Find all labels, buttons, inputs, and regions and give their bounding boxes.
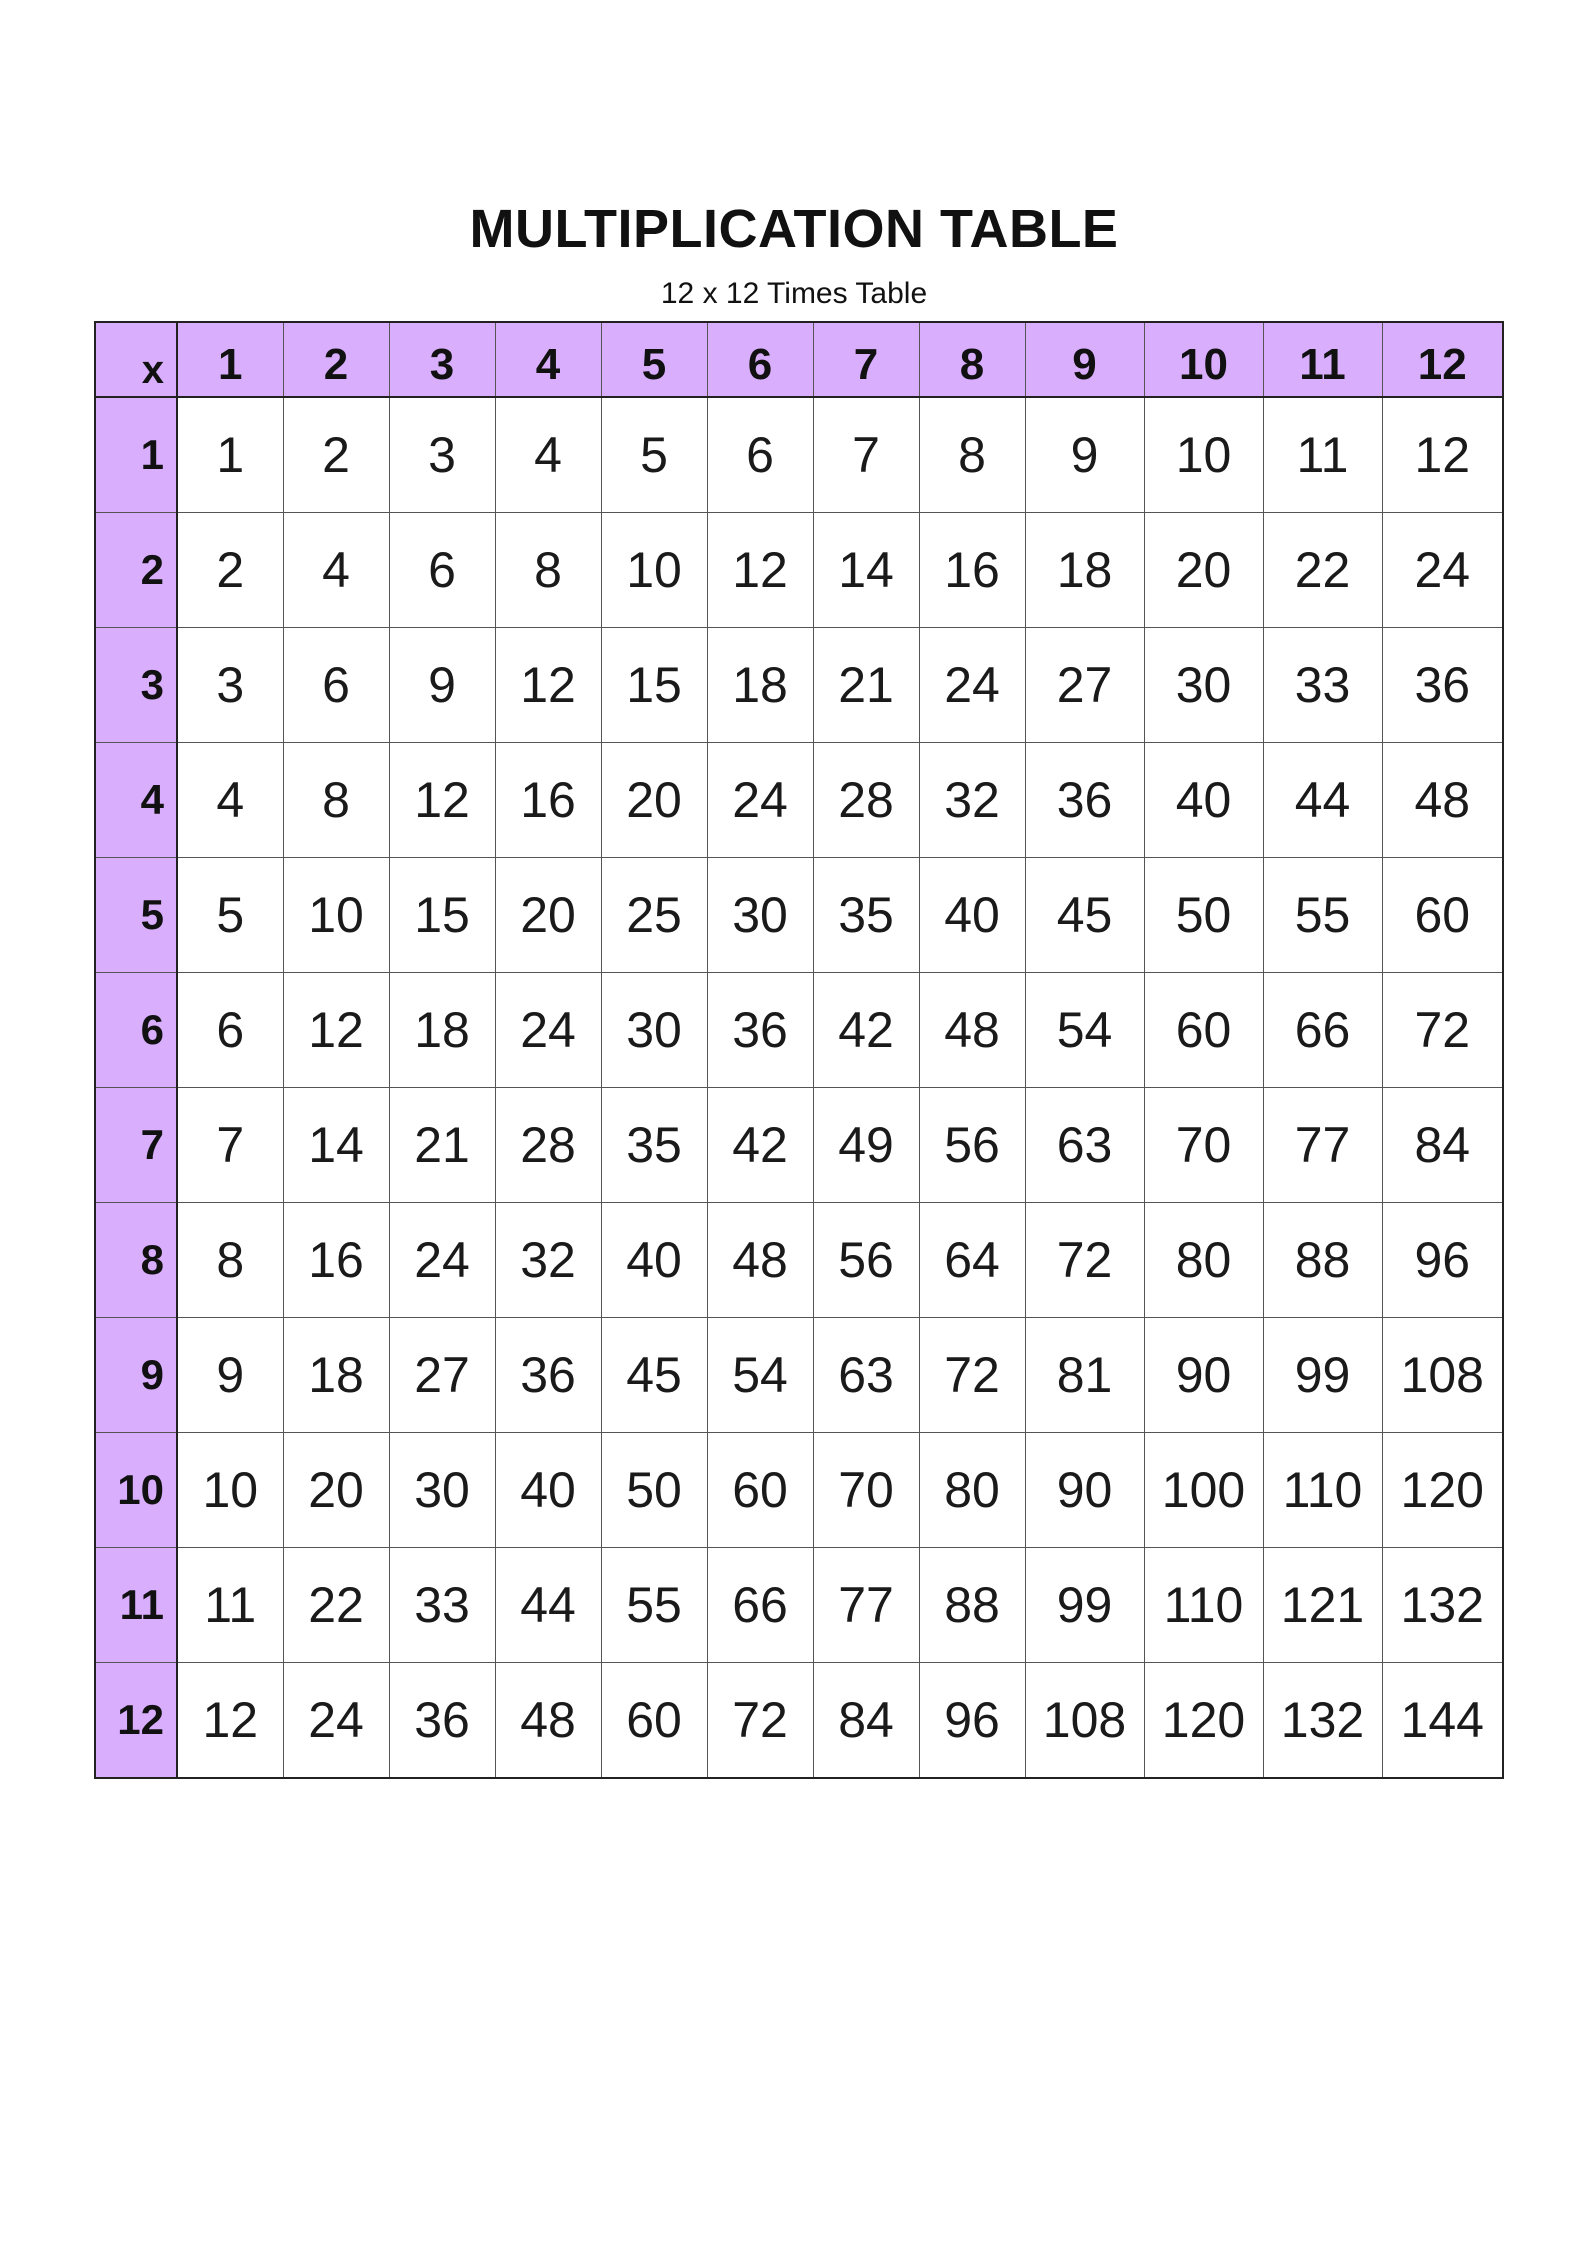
product-cell: 16 [283, 1203, 389, 1318]
product-cell: 24 [283, 1663, 389, 1779]
product-cell: 28 [813, 743, 919, 858]
product-cell: 10 [1144, 397, 1263, 513]
product-cell: 44 [495, 1548, 601, 1663]
row-header: 7 [95, 1088, 177, 1203]
row-header: 12 [95, 1663, 177, 1779]
table-body [95, 322, 1503, 1778]
product-cell: 24 [919, 628, 1025, 743]
product-cell: 25 [601, 858, 707, 973]
product-cell: 33 [389, 1548, 495, 1663]
product-cell: 100 [1144, 1433, 1263, 1548]
product-cell: 12 [495, 628, 601, 743]
column-header: 10 [1144, 322, 1263, 397]
product-cell: 3 [177, 628, 283, 743]
product-cell: 6 [707, 397, 813, 513]
product-cell: 36 [389, 1663, 495, 1779]
table-row [95, 1433, 1503, 1548]
product-cell: 40 [601, 1203, 707, 1318]
product-cell: 33 [1263, 628, 1382, 743]
product-cell: 12 [177, 1663, 283, 1779]
product-cell: 108 [1025, 1663, 1144, 1779]
product-cell: 70 [1144, 1088, 1263, 1203]
product-cell: 8 [919, 397, 1025, 513]
row-header: 5 [95, 858, 177, 973]
product-cell: 9 [389, 628, 495, 743]
product-cell: 99 [1263, 1318, 1382, 1433]
product-cell: 9 [177, 1318, 283, 1433]
product-cell: 121 [1263, 1548, 1382, 1663]
product-cell: 2 [283, 397, 389, 513]
product-cell: 15 [601, 628, 707, 743]
product-cell: 40 [919, 858, 1025, 973]
corner-header: x [95, 322, 177, 397]
product-cell: 63 [1025, 1088, 1144, 1203]
product-cell: 55 [1263, 858, 1382, 973]
product-cell: 22 [1263, 513, 1382, 628]
row-header: 11 [95, 1548, 177, 1663]
product-cell: 72 [919, 1318, 1025, 1433]
row-header: 1 [95, 397, 177, 513]
product-cell: 12 [283, 973, 389, 1088]
product-cell: 11 [1263, 397, 1382, 513]
product-cell: 30 [1144, 628, 1263, 743]
product-cell: 1 [177, 397, 283, 513]
product-cell: 10 [283, 858, 389, 973]
product-cell: 90 [1144, 1318, 1263, 1433]
product-cell: 4 [283, 513, 389, 628]
table-row [95, 1088, 1503, 1203]
column-header: 9 [1025, 322, 1144, 397]
product-cell: 4 [177, 743, 283, 858]
product-cell: 120 [1382, 1433, 1503, 1548]
product-cell: 20 [283, 1433, 389, 1548]
product-cell: 10 [601, 513, 707, 628]
column-header: 7 [813, 322, 919, 397]
product-cell: 49 [813, 1088, 919, 1203]
row-header: 6 [95, 973, 177, 1088]
product-cell: 28 [495, 1088, 601, 1203]
product-cell: 4 [495, 397, 601, 513]
product-cell: 7 [813, 397, 919, 513]
product-cell: 35 [601, 1088, 707, 1203]
table-row [95, 513, 1503, 628]
product-cell: 9 [1025, 397, 1144, 513]
product-cell: 60 [601, 1663, 707, 1779]
product-cell: 77 [1263, 1088, 1382, 1203]
product-cell: 40 [1144, 743, 1263, 858]
product-cell: 48 [1382, 743, 1503, 858]
product-cell: 96 [919, 1663, 1025, 1779]
row-header: 9 [95, 1318, 177, 1433]
product-cell: 90 [1025, 1433, 1144, 1548]
product-cell: 7 [177, 1088, 283, 1203]
product-cell: 20 [495, 858, 601, 973]
product-cell: 15 [389, 858, 495, 973]
product-cell: 60 [1144, 973, 1263, 1088]
column-header: 12 [1382, 322, 1503, 397]
product-cell: 63 [813, 1318, 919, 1433]
column-header: 2 [283, 322, 389, 397]
product-cell: 72 [1382, 973, 1503, 1088]
table-row [95, 397, 1503, 513]
product-cell: 24 [1382, 513, 1503, 628]
product-cell: 6 [283, 628, 389, 743]
column-header: 6 [707, 322, 813, 397]
product-cell: 120 [1144, 1663, 1263, 1779]
table-row [95, 973, 1503, 1088]
column-header: 5 [601, 322, 707, 397]
product-cell: 27 [1025, 628, 1144, 743]
page-subtitle: 12 x 12 Times Table [660, 277, 928, 310]
product-cell: 84 [1382, 1088, 1503, 1203]
product-cell: 88 [919, 1548, 1025, 1663]
product-cell: 22 [283, 1548, 389, 1663]
product-cell: 11 [177, 1548, 283, 1663]
product-cell: 44 [1263, 743, 1382, 858]
product-cell: 21 [389, 1088, 495, 1203]
product-cell: 55 [601, 1548, 707, 1663]
product-cell: 70 [813, 1433, 919, 1548]
product-cell: 35 [813, 858, 919, 973]
product-cell: 36 [1382, 628, 1503, 743]
product-cell: 84 [813, 1663, 919, 1779]
product-cell: 88 [1263, 1203, 1382, 1318]
product-cell: 18 [389, 973, 495, 1088]
product-cell: 42 [707, 1088, 813, 1203]
product-cell: 110 [1263, 1433, 1382, 1548]
row-header: 8 [95, 1203, 177, 1318]
product-cell: 54 [707, 1318, 813, 1433]
product-cell: 80 [1144, 1203, 1263, 1318]
table-row [95, 1548, 1503, 1663]
product-cell: 36 [707, 973, 813, 1088]
product-cell: 72 [707, 1663, 813, 1779]
product-cell: 72 [1025, 1203, 1144, 1318]
product-cell: 12 [707, 513, 813, 628]
product-cell: 6 [177, 973, 283, 1088]
product-cell: 30 [389, 1433, 495, 1548]
product-cell: 45 [1025, 858, 1144, 973]
product-cell: 3 [389, 397, 495, 513]
product-cell: 32 [495, 1203, 601, 1318]
product-cell: 108 [1382, 1318, 1503, 1433]
row-header: 2 [95, 513, 177, 628]
product-cell: 24 [495, 973, 601, 1088]
product-cell: 16 [919, 513, 1025, 628]
product-cell: 16 [495, 743, 601, 858]
product-cell: 21 [813, 628, 919, 743]
column-header: 8 [919, 322, 1025, 397]
product-cell: 36 [495, 1318, 601, 1433]
product-cell: 30 [707, 858, 813, 973]
product-cell: 77 [813, 1548, 919, 1663]
table-row [95, 1318, 1503, 1433]
product-cell: 42 [813, 973, 919, 1088]
product-cell: 45 [601, 1318, 707, 1433]
product-cell: 99 [1025, 1548, 1144, 1663]
column-header: 11 [1263, 322, 1382, 397]
product-cell: 60 [1382, 858, 1503, 973]
product-cell: 5 [177, 858, 283, 973]
product-cell: 8 [495, 513, 601, 628]
table-row [95, 1663, 1503, 1779]
product-cell: 96 [1382, 1203, 1503, 1318]
table-row [95, 628, 1503, 743]
product-cell: 5 [601, 397, 707, 513]
product-cell: 18 [283, 1318, 389, 1433]
product-cell: 48 [707, 1203, 813, 1318]
product-cell: 18 [1025, 513, 1144, 628]
page-title: MULTIPLICATION TABLE [469, 199, 1119, 259]
product-cell: 24 [707, 743, 813, 858]
column-header: 1 [177, 322, 283, 397]
product-cell: 6 [389, 513, 495, 628]
product-cell: 8 [283, 743, 389, 858]
product-cell: 27 [389, 1318, 495, 1433]
product-cell: 32 [919, 743, 1025, 858]
product-cell: 12 [389, 743, 495, 858]
row-header: 4 [95, 743, 177, 858]
table-row [95, 743, 1503, 858]
column-header-row [95, 322, 1503, 397]
product-cell: 50 [601, 1433, 707, 1548]
product-cell: 36 [1025, 743, 1144, 858]
row-header: 10 [95, 1433, 177, 1548]
multiplication-table [94, 321, 1504, 1779]
product-cell: 60 [707, 1433, 813, 1548]
product-cell: 24 [389, 1203, 495, 1318]
product-cell: 50 [1144, 858, 1263, 973]
product-cell: 40 [495, 1433, 601, 1548]
product-cell: 20 [1144, 513, 1263, 628]
product-cell: 20 [601, 743, 707, 858]
product-cell: 48 [919, 973, 1025, 1088]
product-cell: 66 [1263, 973, 1382, 1088]
table-row [95, 858, 1503, 973]
row-header: 3 [95, 628, 177, 743]
product-cell: 18 [707, 628, 813, 743]
product-cell: 80 [919, 1433, 1025, 1548]
product-cell: 12 [1382, 397, 1503, 513]
product-cell: 144 [1382, 1663, 1503, 1779]
product-cell: 132 [1382, 1548, 1503, 1663]
product-cell: 30 [601, 973, 707, 1088]
product-cell: 64 [919, 1203, 1025, 1318]
column-header: 3 [389, 322, 495, 397]
product-cell: 8 [177, 1203, 283, 1318]
table-row [95, 1203, 1503, 1318]
product-cell: 48 [495, 1663, 601, 1779]
product-cell: 110 [1144, 1548, 1263, 1663]
product-cell: 132 [1263, 1663, 1382, 1779]
product-cell: 66 [707, 1548, 813, 1663]
product-cell: 81 [1025, 1318, 1144, 1433]
product-cell: 14 [813, 513, 919, 628]
product-cell: 54 [1025, 973, 1144, 1088]
product-cell: 56 [919, 1088, 1025, 1203]
product-cell: 14 [283, 1088, 389, 1203]
product-cell: 2 [177, 513, 283, 628]
product-cell: 56 [813, 1203, 919, 1318]
column-header: 4 [495, 322, 601, 397]
product-cell: 10 [177, 1433, 283, 1548]
